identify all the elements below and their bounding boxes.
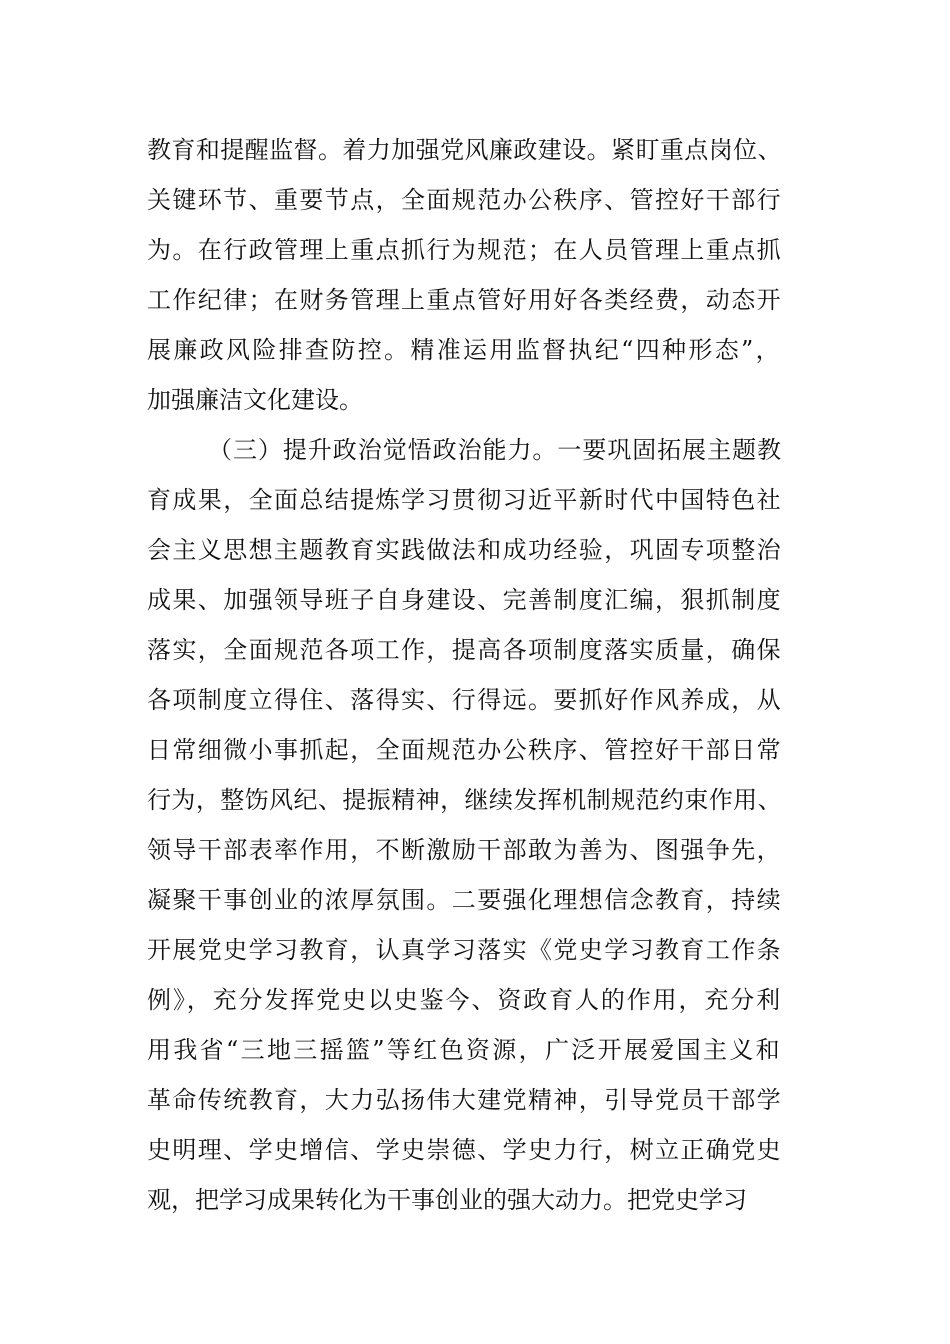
text-line: 育成果，全面总结提炼学习贯彻习近平新时代中国特色社: [147, 486, 782, 514]
text-line: 教育和提醒监督。着力加强党风廉政建设。紧盯重点岗位、: [147, 136, 782, 164]
text-line: 工作纪律；在财务管理上重点管好用好各类经费，动态开: [147, 286, 782, 314]
text-line: 日常细微小事抓起，全面规范办公秩序、管控好干部日常: [147, 736, 782, 764]
text-line: 落实，全面规范各项工作，提高各项制度落实质量，确保: [147, 636, 782, 664]
text-line: 关键环节、重要节点，全面规范办公秩序、管控好干部行: [147, 186, 782, 214]
text-line: 加强廉洁文化建设。: [147, 386, 363, 414]
text-line: 用我省“三地三摇篮”等红色资源，广泛开展爱国主义和: [147, 1036, 782, 1064]
text-line: 成果、加强领导班子自身建设、完善制度汇编，狠抓制度: [147, 586, 782, 614]
text-line: 史明理、学史增信、学史崇德、学史力行，树立正确党史: [147, 1136, 782, 1164]
text-line: 凝聚干事创业的浓厚氛围。二要强化理想信念教育，持续: [147, 886, 782, 914]
text-line: 为。在行政管理上重点抓行为规范；在人员管理上重点抓: [147, 236, 782, 264]
text-line: 革命传统教育，大力弘扬伟大建党精神，引导党员干部学: [147, 1086, 782, 1114]
text-line: 例》，充分发挥党史以史鉴今、资政育人的作用，充分利: [147, 986, 782, 1014]
text-line: 展廉政风险排查防控。精准运用监督执纪“四种形态”，: [147, 336, 782, 364]
text-line: 各项制度立得住、落得实、行得远。要抓好作风养成，从: [147, 686, 782, 714]
text-line: 会主义思想主题教育实践做法和成功经验，巩固专项整治: [147, 536, 782, 564]
text-line: 观，把学习成果转化为干事创业的强大动力。把党史学习: [147, 1186, 747, 1214]
text-line: （三）提升政治觉悟政治能力。一要巩固拓展主题教: [208, 436, 782, 464]
text-line: 开展党史学习教育，认真学习落实《党史学习教育工作条: [147, 936, 782, 964]
text-line: 领导干部表率作用，不断激励干部敢为善为、图强争先，: [147, 836, 782, 864]
text-line: 行为，整饬风纪、提振精神，继续发挥机制规范约束作用、: [147, 786, 782, 814]
